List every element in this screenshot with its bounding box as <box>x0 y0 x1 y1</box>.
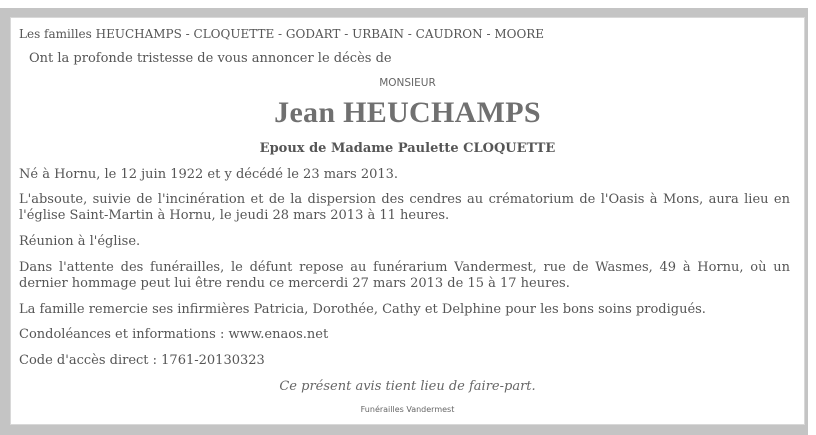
birth-death-paragraph: Né à Hornu, le 12 juin 1922 et y décédé le 23 mars 2013. <box>19 167 399 182</box>
meeting-paragraph: Réunion à l'église. <box>19 234 141 249</box>
deceased-name: Jean HEUCHAMPS <box>274 96 541 129</box>
announcement-line: Ont la profonde tristesse de vous annoncer le décès de <box>29 51 392 66</box>
families-line: Les familles HEUCHAMPS - CLOQUETTE - GODART - URBAIN - CAUDRON - MOORE <box>19 27 545 41</box>
funeral-home-paragraph: Dans l'attente des funérailles, le défunt repose au funérarium Vandermest, rue de Wasmes, 49 à Hornu, où un dernier hommage peut lui être rendu ce mercerdi 27 mars 2013 de 15 à 17 heures. <box>19 260 790 291</box>
access-code-paragraph: Code d'accès direct : 1761-20130323 <box>19 353 265 368</box>
ceremony-paragraph: L'absoute, suivie de l'incinération et de la dispersion des cendres au crématorium de l'Oasis à Mons, aura lieu en l'église Saint-Martin à Hornu, le jeudi 28 mars 2013 à 11 heures. <box>19 192 790 223</box>
funeral-home-signature: Funérailles Vandermest <box>360 405 455 414</box>
honorific-label: MONSIEUR <box>379 77 436 89</box>
thanks-paragraph: La famille remercie ses infirmières Patricia, Dorothée, Cathy et Delphine pour les bons soins prodigués. <box>19 302 706 317</box>
faire-part-note: Ce présent avis tient lieu de faire-part. <box>279 379 536 394</box>
condolences-paragraph: Condoléances et informations : www.enaos.net <box>19 327 329 342</box>
death-notice-card <box>10 17 805 425</box>
spouse-line: Epoux de Madame Paulette CLOQUETTE <box>259 141 556 156</box>
